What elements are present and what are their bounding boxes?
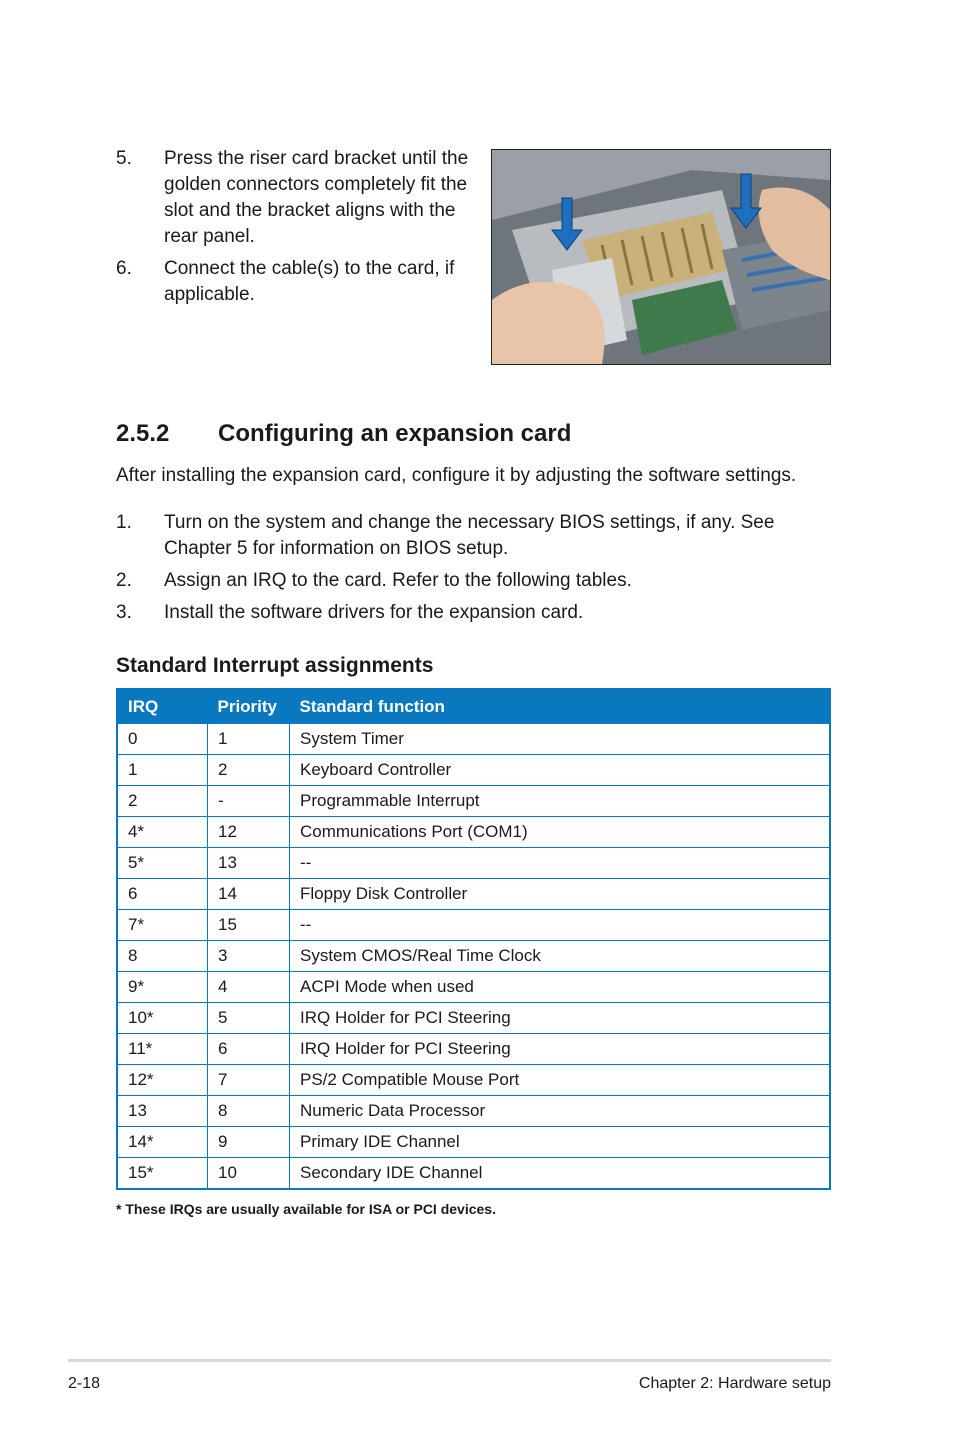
table-row (117, 1158, 830, 1190)
irq-cell: 15* (117, 1158, 208, 1190)
step-text: Press the riser card bracket until the golden connectors completely fit the slot and the bracket aligns with the rear panel. (164, 148, 469, 247)
table-row (117, 755, 830, 786)
table-row (117, 910, 830, 941)
table-row (117, 817, 830, 848)
function-cell: System CMOS/Real Time Clock (290, 941, 831, 972)
priority-cell: 1 (208, 724, 290, 755)
table-row (117, 724, 830, 755)
column-header-function: Standard function (290, 689, 831, 724)
section-number: 2.5.2 (116, 420, 170, 447)
intro-paragraph: After installing the expansion card, configure it by adjusting the software settings. (116, 465, 797, 486)
table-row (117, 1003, 830, 1034)
irq-cell: 13 (117, 1096, 208, 1127)
function-cell: Communications Port (COM1) (290, 817, 831, 848)
table-row (117, 1096, 830, 1127)
priority-cell: 7 (208, 1065, 290, 1096)
irq-cell: 11* (117, 1034, 208, 1065)
priority-cell: 2 (208, 755, 290, 786)
function-cell: Numeric Data Processor (290, 1096, 831, 1127)
step-item (116, 256, 476, 308)
step-text: Install the software drivers for the expansion card. (164, 602, 584, 623)
table-header-row (117, 689, 830, 724)
function-cell: Primary IDE Channel (290, 1127, 831, 1158)
function-cell: Secondary IDE Channel (290, 1158, 831, 1190)
priority-cell: 6 (208, 1034, 290, 1065)
config-steps-list (116, 510, 836, 632)
irq-cell: 6 (117, 879, 208, 910)
function-cell: PS/2 Compatible Mouse Port (290, 1065, 831, 1096)
priority-cell: 4 (208, 972, 290, 1003)
priority-cell: 5 (208, 1003, 290, 1034)
function-cell: ACPI Mode when used (290, 972, 831, 1003)
irq-cell: 1 (117, 755, 208, 786)
table-row (117, 1127, 830, 1158)
section-heading (116, 418, 571, 450)
chapter-label: Chapter 2: Hardware setup (638, 1375, 831, 1392)
function-cell: Keyboard Controller (290, 755, 831, 786)
priority-cell: 8 (208, 1096, 290, 1127)
step-item (116, 568, 836, 594)
table-row (117, 879, 830, 910)
irq-cell: 14* (117, 1127, 208, 1158)
step-item (116, 600, 836, 626)
step-item (116, 510, 836, 562)
table-row (117, 972, 830, 1003)
column-header-priority: Priority (208, 689, 290, 724)
priority-cell: 9 (208, 1127, 290, 1158)
table-row (117, 941, 830, 972)
table-row (117, 1065, 830, 1096)
priority-cell: 13 (208, 848, 290, 879)
function-cell: -- (290, 910, 831, 941)
table-footnote: * These IRQs are usually available for ISA or PCI devices. (116, 1201, 496, 1217)
table-row (117, 786, 830, 817)
priority-cell: 15 (208, 910, 290, 941)
irq-cell: 2 (117, 786, 208, 817)
footer-divider (68, 1359, 831, 1362)
irq-cell: 10* (117, 1003, 208, 1034)
priority-cell: 10 (208, 1158, 290, 1190)
step-number: 1. (116, 512, 132, 533)
section-title: Configuring an expansion card (218, 420, 572, 447)
irq-cell: 0 (117, 724, 208, 755)
priority-cell: 12 (208, 817, 290, 848)
irq-cell: 12* (117, 1065, 208, 1096)
function-cell: -- (290, 848, 831, 879)
function-cell: Floppy Disk Controller (290, 879, 831, 910)
step-text: Turn on the system and change the necessary BIOS settings, if any. See Chapter 5 for information on BIOS setup. (164, 512, 775, 559)
step-number: 3. (116, 602, 132, 623)
step-number: 6. (116, 258, 132, 279)
irq-cell: 8 (117, 941, 208, 972)
step-item (116, 146, 476, 250)
step-text: Assign an IRQ to the card. Refer to the following tables. (164, 570, 632, 591)
step-number: 5. (116, 148, 132, 169)
irq-cell: 4* (117, 817, 208, 848)
function-cell: Programmable Interrupt (290, 786, 831, 817)
table-row (117, 848, 830, 879)
subsection-title: Standard Interrupt assignments (116, 654, 434, 677)
column-header-irq: IRQ (117, 689, 208, 724)
irq-cell: 5* (117, 848, 208, 879)
priority-cell: 3 (208, 941, 290, 972)
priority-cell: - (208, 786, 290, 817)
riser-card-installation-photo (491, 149, 831, 365)
function-cell: IRQ Holder for PCI Steering (290, 1034, 831, 1065)
step-number: 2. (116, 570, 132, 591)
irq-cell: 7* (117, 910, 208, 941)
function-cell: System Timer (290, 724, 831, 755)
function-cell: IRQ Holder for PCI Steering (290, 1003, 831, 1034)
priority-cell: 14 (208, 879, 290, 910)
page-number: 2-18 (68, 1375, 101, 1392)
irq-table (116, 688, 831, 1190)
step-text: Connect the cable(s) to the card, if applicable. (164, 258, 455, 305)
table-row (117, 1034, 830, 1065)
irq-cell: 9* (117, 972, 208, 1003)
top-steps-list (116, 146, 476, 314)
